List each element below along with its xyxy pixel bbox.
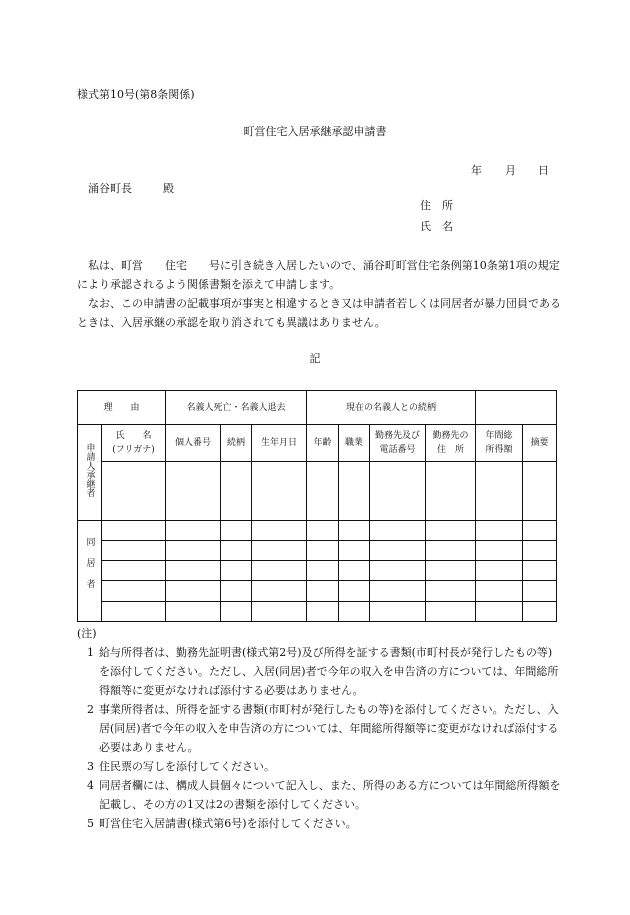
cohabitant-cell[interactable] xyxy=(166,601,221,621)
applicant-row xyxy=(78,461,557,520)
cohabitant-cell[interactable] xyxy=(339,561,370,581)
cohabitant-row xyxy=(78,581,557,601)
cohabitant-cell[interactable] xyxy=(476,581,523,601)
cohabitant-cell[interactable] xyxy=(221,540,252,560)
cohabitant-cell[interactable] xyxy=(476,520,523,540)
cohabitant-cell[interactable] xyxy=(339,581,370,601)
header-id-number: 個人番号 xyxy=(166,425,221,461)
cohabitant-cell[interactable] xyxy=(523,540,557,560)
cohabitant-row xyxy=(78,520,557,540)
addressee: 涌谷町長 xyxy=(88,182,132,195)
cohabitant-cell[interactable] xyxy=(523,581,557,601)
applicant-id-cell[interactable] xyxy=(166,461,221,520)
cohabitant-cell[interactable] xyxy=(426,520,476,540)
body-p1-mid: 住宅 xyxy=(165,259,187,272)
cohabitant-cell[interactable] xyxy=(221,520,252,540)
applicant-workaddr-cell[interactable] xyxy=(426,461,476,520)
note-item xyxy=(77,757,563,776)
note-item xyxy=(77,700,563,757)
cohabitant-cell[interactable] xyxy=(252,581,307,601)
header-income-bottom: 所得額 xyxy=(485,445,513,456)
body-p1-rest: 号に引き続き入居したいので、涌谷町町営住宅条例第10条第1項の規定により承認されるよう関係書類を添えて申請します。 xyxy=(77,259,560,291)
note-number: 2 xyxy=(87,703,94,716)
applicant-age-cell[interactable] xyxy=(307,461,339,520)
cohabitant-cell[interactable] xyxy=(523,520,557,540)
cohabitant-cell[interactable] xyxy=(476,561,523,581)
cohabitant-cell[interactable] xyxy=(523,601,557,621)
cohabitant-cell[interactable] xyxy=(476,601,523,621)
header-name-bottom: (フリガナ) xyxy=(112,445,155,456)
header-income-top: 年間総 xyxy=(485,431,513,442)
body-paragraph-2: なお、この申請書の記載事項が事実と相違するとき又は申請者若しくは同居者が暴力団員であるときは、入居承継の承認を取り消されても異議はありません。 xyxy=(77,297,561,329)
cohabitant-cell[interactable] xyxy=(252,561,307,581)
cohabitant-cell[interactable] xyxy=(102,601,166,621)
ki-marker: 記 xyxy=(309,352,321,365)
cohabitant-cell[interactable] xyxy=(166,581,221,601)
header-name-top: 氏 名 xyxy=(115,431,152,442)
cohabitant-group-text: 同居者 xyxy=(84,536,95,600)
cohabitant-cell[interactable] xyxy=(370,540,426,560)
note-number: 1 xyxy=(87,646,94,659)
applicant-name-cell[interactable] xyxy=(102,461,166,520)
cohabitant-cell[interactable] xyxy=(370,520,426,540)
applicant-group-label xyxy=(78,425,102,520)
header-age: 年齢 xyxy=(307,425,339,461)
cohabitant-cell[interactable] xyxy=(252,520,307,540)
note-text: 町営住宅入居請書(様式第6号)を添付してください。 xyxy=(99,817,357,830)
notes-section xyxy=(77,624,563,833)
page-title: 町営住宅入居承継承認申請書 xyxy=(243,125,387,138)
body-p1-prefix: 私は、町営 xyxy=(88,259,143,272)
note-item xyxy=(77,776,563,814)
cohabitant-cell[interactable] xyxy=(307,581,339,601)
applicant-relationship-cell[interactable] xyxy=(221,461,252,520)
notes-label: (注) xyxy=(77,627,97,640)
cohabitant-cell[interactable] xyxy=(307,520,339,540)
note-number: 3 xyxy=(87,760,94,773)
cohabitant-cell[interactable] xyxy=(339,520,370,540)
cohabitant-cell[interactable] xyxy=(476,540,523,560)
note-item xyxy=(77,643,563,700)
cohabitant-row xyxy=(78,540,557,560)
cohabitant-group-label xyxy=(78,520,102,621)
header-income xyxy=(476,425,523,461)
header-workaddr xyxy=(426,425,476,461)
header-workplace xyxy=(370,425,426,461)
note-text: 住民票の写しを添付してください。 xyxy=(99,760,275,773)
cohabitant-cell[interactable] xyxy=(370,561,426,581)
relation-value[interactable] xyxy=(476,391,557,425)
cohabitant-cell[interactable] xyxy=(426,561,476,581)
header-workplace-bottom: 電話番号 xyxy=(379,445,416,456)
applicant-income-cell[interactable] xyxy=(476,461,523,520)
relation-label: 現在の名義人との続柄 xyxy=(307,391,476,425)
cohabitant-cell[interactable] xyxy=(166,561,221,581)
applicant-address-label: 住 所 xyxy=(420,199,453,212)
note-item xyxy=(77,814,563,833)
note-number: 4 xyxy=(87,779,94,792)
date-month: 月 xyxy=(505,164,516,177)
date-year: 年 xyxy=(471,164,482,177)
applicant-birthdate-cell[interactable] xyxy=(252,461,307,520)
note-number: 5 xyxy=(87,817,94,830)
reason-label: 理 由 xyxy=(78,391,166,425)
cohabitant-cell[interactable] xyxy=(102,561,166,581)
header-relationship: 続柄 xyxy=(221,425,252,461)
cohabitant-cell[interactable] xyxy=(252,601,307,621)
application-table xyxy=(77,390,557,622)
cohabitant-cell[interactable] xyxy=(307,561,339,581)
cohabitant-cell[interactable] xyxy=(339,540,370,560)
applicant-occupation-cell[interactable] xyxy=(339,461,370,520)
cohabitant-cell[interactable] xyxy=(307,540,339,560)
reason-value[interactable]: 名義人死亡・名義人退去 xyxy=(166,391,307,425)
cohabitant-cell[interactable] xyxy=(252,540,307,560)
cohabitant-row xyxy=(78,601,557,621)
cohabitant-cell[interactable] xyxy=(166,520,221,540)
cohabitant-cell[interactable] xyxy=(370,601,426,621)
cohabitant-cell[interactable] xyxy=(221,581,252,601)
cohabitant-cell[interactable] xyxy=(102,520,166,540)
cohabitant-cell[interactable] xyxy=(426,601,476,621)
header-occupation: 職業 xyxy=(339,425,370,461)
header-workaddr-top: 勤務先の xyxy=(432,431,469,442)
header-birthdate: 生年月日 xyxy=(252,425,307,461)
applicant-workplace-cell[interactable] xyxy=(370,461,426,520)
cohabitant-row xyxy=(78,561,557,581)
cohabitant-cell[interactable] xyxy=(221,561,252,581)
applicant-remarks-cell[interactable] xyxy=(523,461,557,520)
applicant-name-label: 氏 名 xyxy=(420,220,453,233)
header-name xyxy=(102,425,166,461)
body-paragraph-1 xyxy=(77,256,563,294)
cohabitant-cell[interactable] xyxy=(102,581,166,601)
header-workplace-top: 勤務先及び xyxy=(375,431,421,442)
header-workaddr-bottom: 住 所 xyxy=(437,445,465,456)
note-text: 給与所得者は、勤務先証明書(様式第2号)及び所得を証する書類(市町村長が発行したもの等)を添付してください。ただし、入居(同居)者で今年の収入を申告済の方については、年間総所得額等に変更がなければ添付する必要はありません。 xyxy=(99,646,559,697)
cohabitant-cell[interactable] xyxy=(370,581,426,601)
cohabitant-cell[interactable] xyxy=(221,601,252,621)
cohabitant-cell[interactable] xyxy=(426,540,476,560)
note-text: 事業所得者は、所得を証する書類(市町村が発行したもの等)を添付してください。ただし、入居(同居)者で今年の収入を申告済の方については、年間総所得額等に変更がなければ添付する必要はありません。 xyxy=(99,703,559,754)
applicant-group-text: 申請人承継者 xyxy=(84,443,95,498)
honorific: 殿 xyxy=(163,182,174,195)
date-day: 日 xyxy=(538,164,549,177)
cohabitant-cell[interactable] xyxy=(426,581,476,601)
form-number: 様式第10号(第8条関係) xyxy=(77,88,195,101)
cohabitant-cell[interactable] xyxy=(166,540,221,560)
cohabitant-cell[interactable] xyxy=(307,601,339,621)
header-remarks: 摘要 xyxy=(523,425,557,461)
note-text: 同居者欄には、構成人員個々について記入し、また、所得のある方については年間総所得額を記載し、その方の1又は2の書類を添付してください。 xyxy=(99,779,561,811)
cohabitant-cell[interactable] xyxy=(339,601,370,621)
cohabitant-cell[interactable] xyxy=(523,561,557,581)
cohabitant-cell[interactable] xyxy=(102,540,166,560)
